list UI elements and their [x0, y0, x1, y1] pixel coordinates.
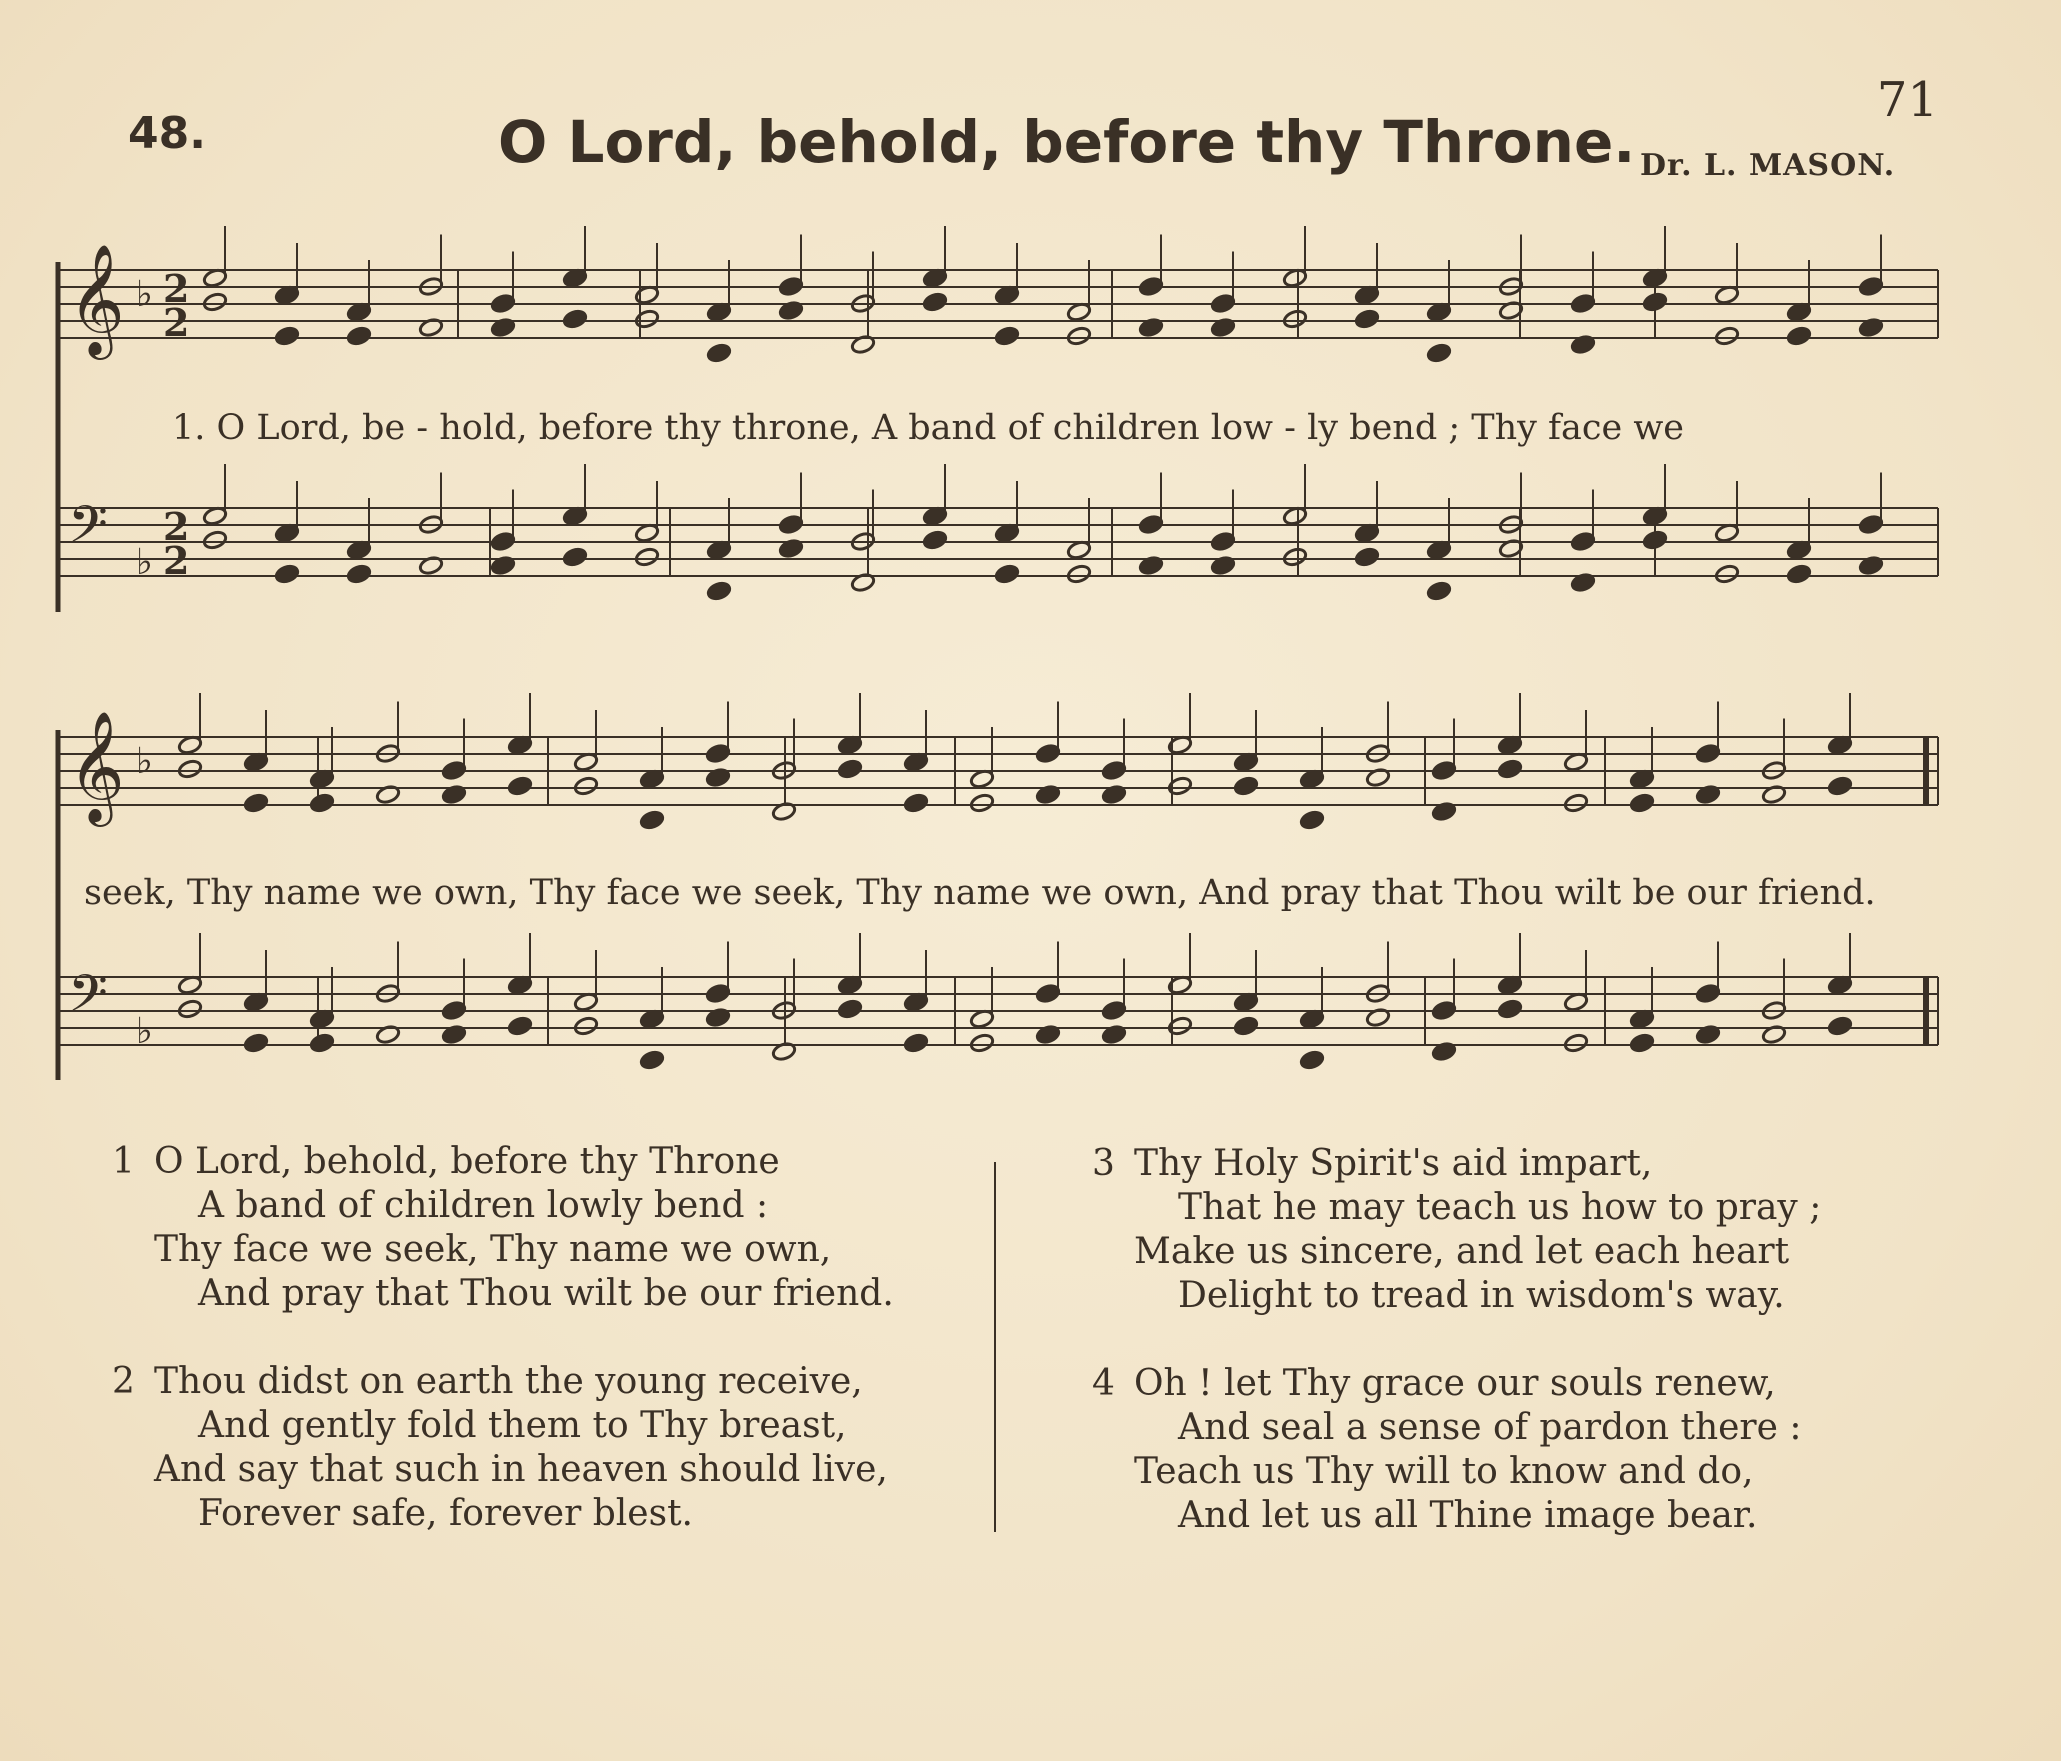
stanza-line: And say that such in heaven should live,	[154, 1449, 888, 1490]
notehead	[1570, 531, 1595, 552]
notehead	[634, 309, 659, 330]
notehead	[1695, 743, 1720, 764]
notehead	[1426, 581, 1451, 602]
lyric-line-2: seek, Thy name we own, Thy face we seek, Thy name we own, And pray that Thou wilt be our friend.	[84, 873, 1876, 913]
notehead	[1858, 514, 1883, 535]
notehead	[562, 309, 587, 330]
notehead	[177, 759, 202, 780]
notehead	[1858, 276, 1883, 297]
notehead	[1138, 514, 1163, 535]
notehead	[243, 1033, 268, 1054]
stanza-line: O Lord, behold, before thy Throne	[154, 1141, 780, 1182]
stanza-line: Forever safe, forever blest.	[198, 1493, 693, 1534]
notehead	[1354, 547, 1379, 568]
notehead	[1642, 530, 1667, 551]
flat-icon: ♭	[136, 1011, 153, 1052]
notehead	[969, 1033, 994, 1054]
treble-clef-icon: 𝄞	[68, 710, 125, 822]
stanza-line: Thy Holy Spirit's aid impart,	[1134, 1143, 1653, 1184]
notehead	[778, 276, 803, 297]
notehead	[202, 530, 227, 551]
notehead	[346, 564, 371, 585]
notehead	[1714, 326, 1739, 347]
time-signature: 2	[163, 504, 190, 549]
notehead	[837, 999, 862, 1020]
notehead	[573, 1016, 598, 1037]
stanza-line: And gently fold them to Thy breast,	[198, 1405, 847, 1446]
notehead	[346, 326, 371, 347]
notehead	[706, 581, 731, 602]
stanza-line: And pray that Thou wilt be our friend.	[198, 1273, 894, 1314]
notehead	[1101, 760, 1126, 781]
bass-clef-icon: 𝄢	[68, 494, 108, 567]
column-divider	[994, 1162, 996, 1532]
time-signature: 2	[163, 266, 190, 311]
stanza-number: 4	[1092, 1363, 1115, 1404]
notehead	[1563, 1033, 1588, 1054]
stanza-line: A band of children lowly bend :	[198, 1185, 769, 1226]
notehead	[837, 759, 862, 780]
stanza-3	[1092, 1142, 1821, 1318]
stanza-line: Thou didst on earth the young receive,	[154, 1361, 863, 1402]
notehead	[274, 564, 299, 585]
treble-clef-icon: 𝄞	[68, 243, 125, 355]
time-signature: 2	[163, 300, 190, 345]
notehead	[1563, 793, 1588, 814]
notehead	[1426, 343, 1451, 364]
notehead	[1786, 564, 1811, 585]
notehead	[1066, 564, 1091, 585]
stanza-line: Make us sincere, and let each heart	[1134, 1231, 1790, 1272]
stanza-line: Thy face we seek, Thy name we own,	[154, 1229, 832, 1270]
hymn-number: 48.	[128, 108, 206, 159]
notehead	[639, 810, 664, 831]
notehead	[705, 743, 730, 764]
notehead	[1299, 810, 1324, 831]
stanza-line: Teach us Thy will to know and do,	[1134, 1451, 1754, 1492]
notehead	[1786, 326, 1811, 347]
flat-icon: ♭	[136, 741, 153, 782]
notehead	[994, 564, 1019, 585]
stanza-line: Delight to tread in wisdom's way.	[1178, 1275, 1785, 1316]
notehead	[1570, 293, 1595, 314]
notehead	[922, 530, 947, 551]
notehead	[562, 547, 587, 568]
notehead	[1497, 759, 1522, 780]
notehead	[1431, 760, 1456, 781]
stanza-1	[112, 1140, 894, 1316]
notehead	[1827, 1016, 1852, 1037]
notehead	[1282, 309, 1307, 330]
notehead	[1629, 1033, 1654, 1054]
notehead	[705, 983, 730, 1004]
notehead	[1431, 1000, 1456, 1021]
notehead	[1035, 983, 1060, 1004]
notehead	[1233, 776, 1258, 797]
notehead	[1695, 983, 1720, 1004]
stanza-number: 3	[1092, 1143, 1115, 1184]
notehead	[922, 292, 947, 313]
notehead	[639, 1050, 664, 1071]
notehead	[1066, 326, 1091, 347]
notehead	[1827, 776, 1852, 797]
notehead	[441, 1000, 466, 1021]
stanza-number: 1	[112, 1141, 135, 1182]
notehead	[969, 793, 994, 814]
notehead	[441, 760, 466, 781]
stanza-4	[1092, 1362, 1802, 1538]
notehead	[706, 343, 731, 364]
notehead	[1282, 547, 1307, 568]
notehead	[1299, 1050, 1324, 1071]
notehead	[177, 999, 202, 1020]
time-signature: 2	[163, 538, 190, 583]
composer: Dr. L. MASON.	[1640, 148, 1896, 183]
notehead	[490, 293, 515, 314]
notehead	[309, 1033, 334, 1054]
notehead	[1497, 999, 1522, 1020]
notehead	[573, 776, 598, 797]
notehead	[1354, 309, 1379, 330]
notehead	[507, 1016, 532, 1037]
notehead	[994, 326, 1019, 347]
notehead	[903, 793, 928, 814]
flat-icon: ♭	[136, 542, 153, 583]
notehead	[634, 547, 659, 568]
notehead	[274, 326, 299, 347]
notehead	[1714, 564, 1739, 585]
stanza-line: And seal a sense of pardon there :	[1178, 1407, 1802, 1448]
notehead	[1642, 292, 1667, 313]
stanza-line: Oh ! let Thy grace our souls renew,	[1134, 1363, 1776, 1404]
notehead	[1629, 793, 1654, 814]
notehead	[1210, 531, 1235, 552]
notehead	[507, 776, 532, 797]
notehead	[778, 514, 803, 535]
stanza-2	[112, 1360, 888, 1536]
stanza-number: 2	[112, 1361, 135, 1402]
lyric-line-1: 1. O Lord, be - hold, before thy throne, A band of children low - ly bend ; Thy face we	[172, 408, 1684, 448]
notehead	[1035, 743, 1060, 764]
notehead	[903, 1033, 928, 1054]
flat-icon: ♭	[136, 274, 153, 315]
page-number: 71	[1876, 72, 1938, 128]
notehead	[490, 531, 515, 552]
notehead	[1210, 293, 1235, 314]
notehead	[202, 292, 227, 313]
notehead	[1233, 1016, 1258, 1037]
notehead	[309, 793, 334, 814]
hymn-title: O Lord, behold, before thy Throne.	[498, 108, 1636, 176]
stanza-line: That he may teach us how to pray ;	[1178, 1187, 1822, 1228]
notehead	[1101, 1000, 1126, 1021]
notehead	[1138, 276, 1163, 297]
notehead	[243, 793, 268, 814]
stanza-line: And let us all Thine image bear.	[1178, 1495, 1758, 1536]
bass-clef-icon: 𝄢	[68, 963, 108, 1036]
